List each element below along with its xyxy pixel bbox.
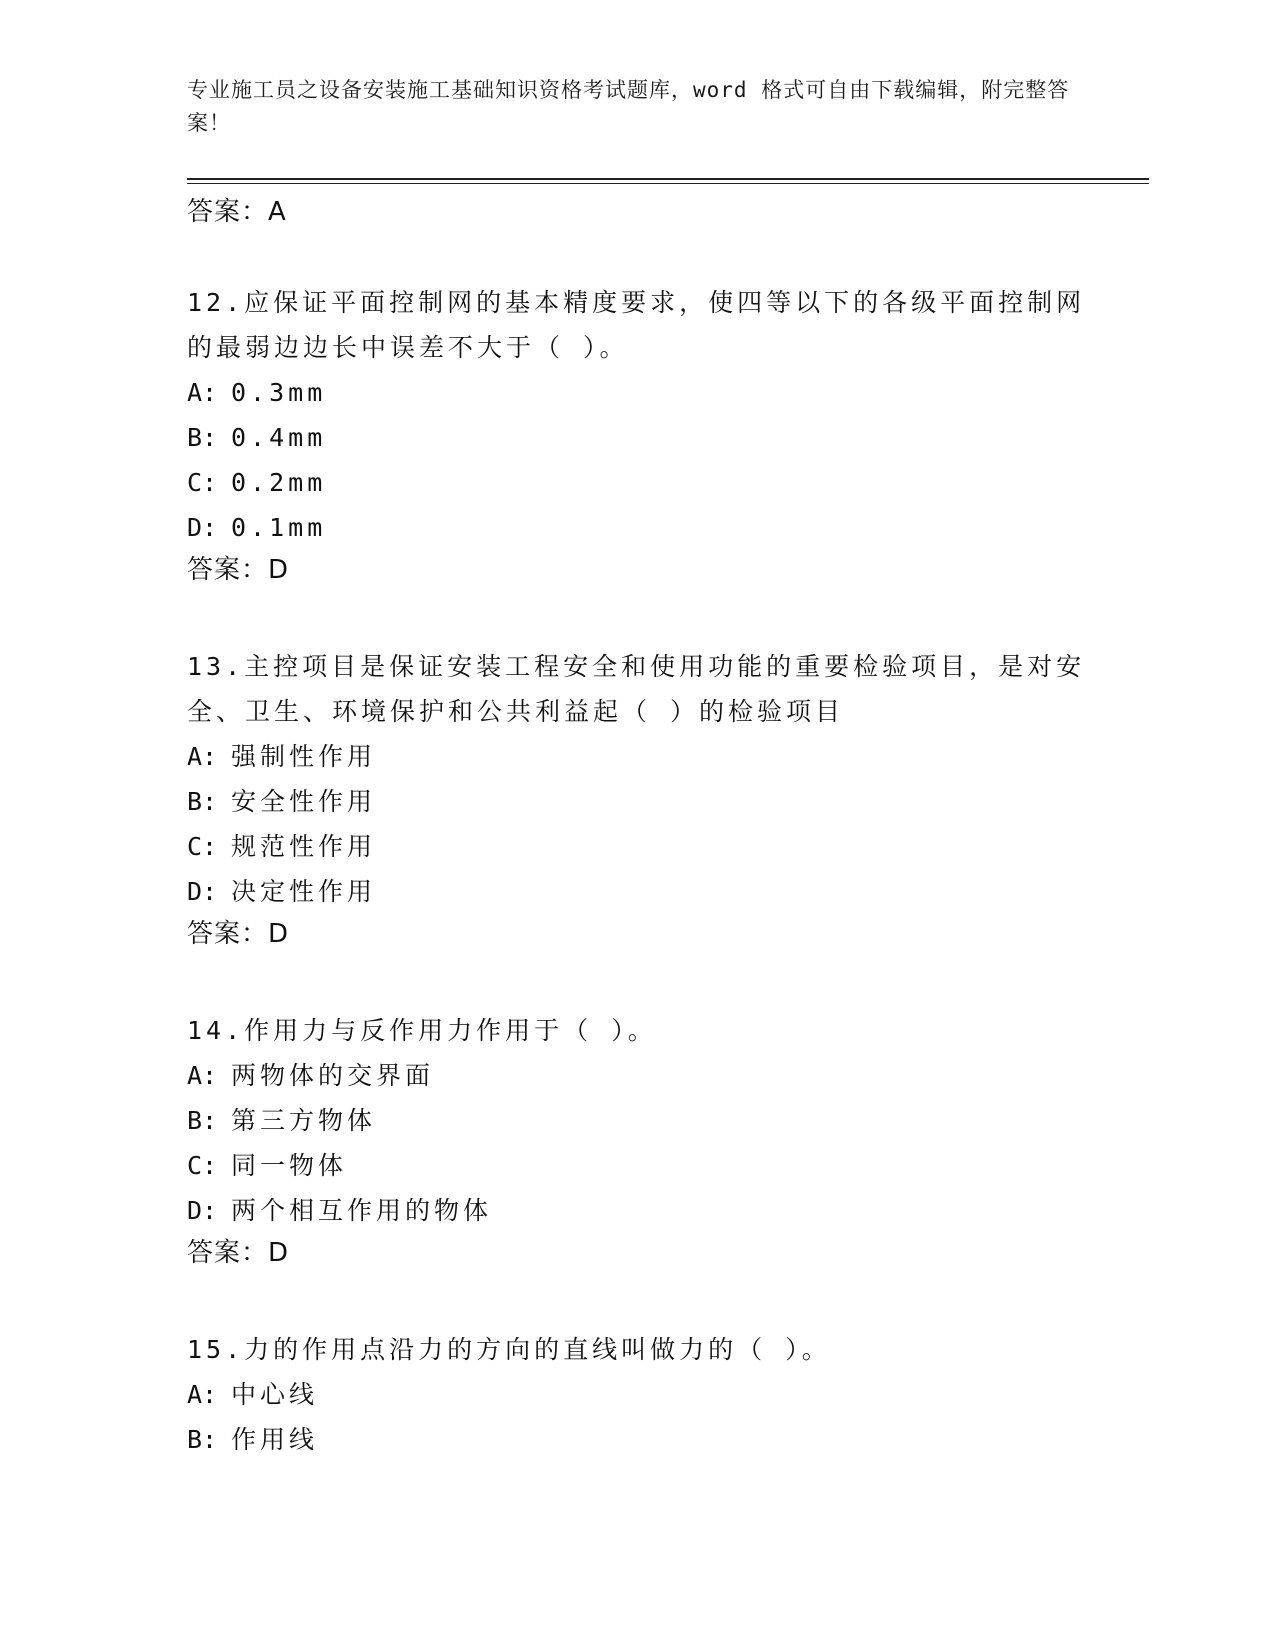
- option-item: [187, 869, 1087, 914]
- option-text: 0.3mm: [231, 378, 327, 407]
- question-block: [187, 280, 1087, 596]
- option-letter: A:: [187, 1061, 218, 1090]
- question-block: [187, 644, 1087, 960]
- option-item: [187, 505, 1087, 550]
- option-text: 同一物体: [231, 1151, 348, 1180]
- option-item: [187, 1188, 1087, 1233]
- option-letter: A:: [187, 742, 218, 771]
- answer-line: 答案：A: [187, 197, 287, 227]
- option-text: 规范性作用: [231, 832, 377, 861]
- option-letter: B:: [187, 1106, 218, 1135]
- option-text: 两个相互作用的物体: [231, 1196, 493, 1225]
- option-text: 0.4mm: [231, 423, 327, 452]
- option-letter: A:: [187, 378, 218, 407]
- option-text: 决定性作用: [231, 877, 377, 906]
- header-rule-thick: [187, 178, 1149, 180]
- option-letter: B:: [187, 787, 218, 816]
- option-letter: B:: [187, 1425, 218, 1454]
- option-text: 两物体的交界面: [231, 1061, 435, 1090]
- option-item: [187, 779, 1087, 824]
- spacer: [187, 1279, 1087, 1327]
- option-item: [187, 1143, 1087, 1188]
- option-letter: C:: [187, 832, 218, 861]
- option-letter: A:: [187, 1380, 218, 1409]
- question-block: [187, 1327, 1087, 1462]
- option-item: [187, 824, 1087, 869]
- question-block: [187, 1008, 1087, 1279]
- option-letter: C:: [187, 1151, 218, 1180]
- page-header: 专业施工员之设备安装施工基础知识资格考试题库，word 格式可自由下载编辑，附完整答案！: [187, 78, 1070, 135]
- answer-line: 答案：D: [187, 555, 290, 585]
- spacer: [187, 232, 1087, 280]
- option-text: 中心线: [231, 1380, 319, 1409]
- option-text: 0.1mm: [231, 513, 327, 542]
- option-item: [187, 370, 1087, 415]
- option-letter: D:: [187, 877, 218, 906]
- option-item: [187, 1372, 1087, 1417]
- option-text: 作用线: [231, 1425, 319, 1454]
- question-list: [187, 192, 1087, 1462]
- question-stem: 14.作用力与反作用力作用于（ ）。: [187, 1016, 657, 1045]
- option-letter: C:: [187, 468, 218, 497]
- option-item: [187, 734, 1087, 779]
- option-text: 0.2mm: [231, 468, 327, 497]
- option-item: [187, 1053, 1087, 1098]
- option-text: 第三方物体: [231, 1106, 377, 1135]
- header-rule-thin: [187, 183, 1149, 184]
- question-stem: 13.主控项目是保证安装工程安全和使用功能的重要检验项目，是对安全、卫生、环境保护和公共利益起（ ）的检验项目: [187, 652, 1086, 726]
- option-item: [187, 460, 1087, 505]
- option-item: [187, 1417, 1087, 1462]
- option-letter: D:: [187, 513, 218, 542]
- option-letter: B:: [187, 423, 218, 452]
- spacer: [187, 960, 1087, 1008]
- option-letter: D:: [187, 1196, 218, 1225]
- option-text: 安全性作用: [231, 787, 377, 816]
- option-item: [187, 415, 1087, 460]
- answer-line: 答案：D: [187, 919, 290, 949]
- question-stem: 15.力的作用点沿力的方向的直线叫做力的（ ）。: [187, 1335, 831, 1364]
- answer-line: 答案：D: [187, 1238, 290, 1268]
- spacer: [187, 596, 1087, 644]
- question-stem: 12.应保证平面控制网的基本精度要求，使四等以下的各级平面控制网的最弱边边长中误差不大于（ ）。: [187, 288, 1086, 362]
- option-item: [187, 1098, 1087, 1143]
- option-text: 强制性作用: [231, 742, 377, 771]
